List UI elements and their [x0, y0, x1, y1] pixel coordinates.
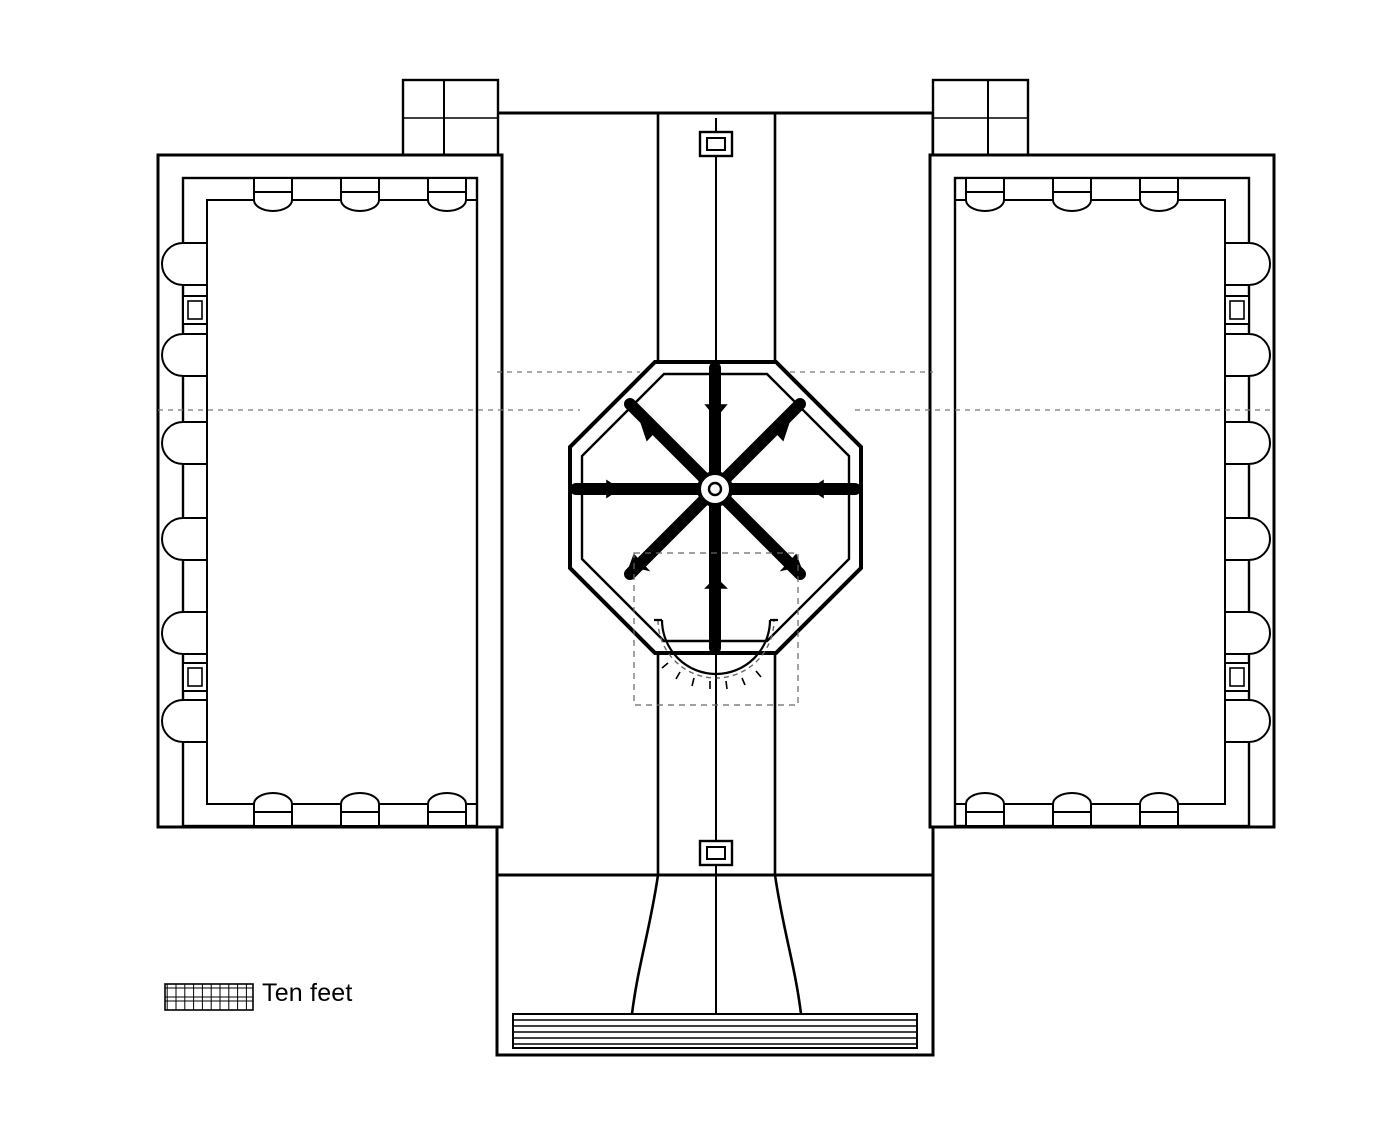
left-wing	[158, 155, 502, 827]
porch-steps	[513, 1014, 917, 1048]
left-wing-top-columns	[254, 178, 466, 211]
axis-marker-south	[700, 841, 732, 865]
left-wing-bottom-columns	[254, 793, 466, 826]
right-wing-top-columns	[966, 178, 1178, 211]
scale-bar	[165, 984, 253, 1010]
rotunda-octagon	[570, 362, 861, 653]
right-wing-bottom-columns	[966, 793, 1178, 826]
axis-marker-north	[700, 132, 732, 156]
right-wing	[930, 155, 1274, 827]
right-chimney	[933, 80, 1028, 155]
scale-bar-label: Ten feet	[262, 979, 353, 1007]
left-chimney	[403, 80, 498, 155]
